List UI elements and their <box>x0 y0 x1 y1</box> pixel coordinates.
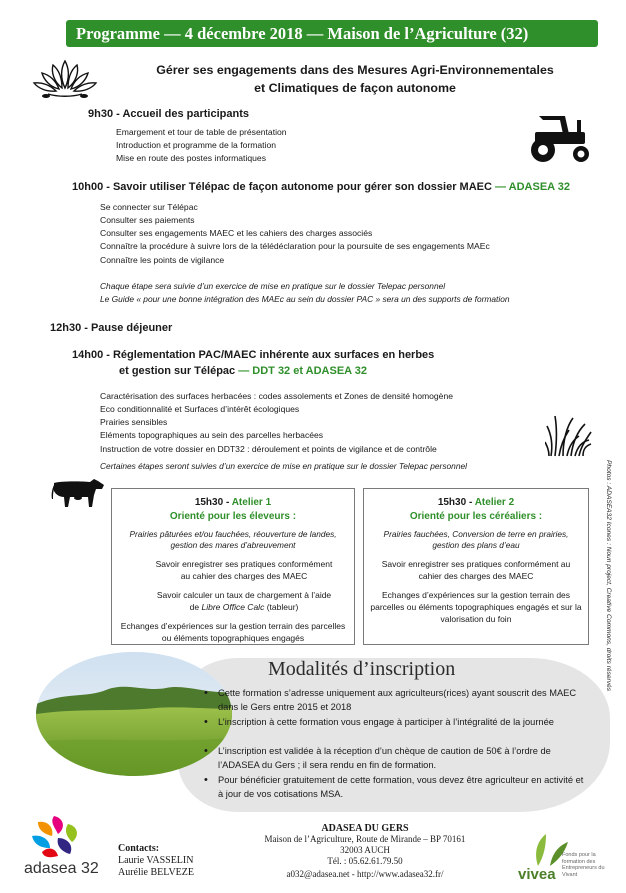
cow-icon <box>50 475 106 511</box>
photo-credits <box>600 460 614 710</box>
footer-address-line: Maison de l’Agriculture, Route de Mirande – BP 70161 <box>264 834 466 844</box>
note-text: Chaque étape sera suivie d’un exercice de mise en pratique sur le dossier Telepac personnel <box>100 281 446 291</box>
note-text: Certaines étapes seront suivies d’un exercice de mise en pratique sur le dossier Telepac personnel <box>100 461 467 471</box>
atelier-1-p2 <box>112 589 354 613</box>
list-item: Emargement et tour de table de présentation <box>116 127 287 137</box>
list-item: • Cette formation s’adresse uniquement aux agriculteurs(rices) ayant souscrit des MAEC dans le Gers entre 2015 et 2018 <box>218 687 590 714</box>
atelier-1-italic: Prairies pâturées et/ou fauchées, réouverture de landes, gestion des mares d’abreuvement <box>129 529 337 550</box>
atelier-2-heading <box>364 497 588 508</box>
list-item: Se connecter sur Télépac <box>100 202 198 212</box>
list-item: Connaître la procédure à suivre lors de la télédéclaration pour la poursuite de ses engagements MAEc <box>100 241 490 251</box>
programme-banner <box>66 20 598 47</box>
footer-address <box>250 823 480 880</box>
section-telepac-heading <box>72 181 570 193</box>
adasea-logo-text: adasea 32 <box>24 860 99 877</box>
list-item: Consulter ses engagements MAEC et les cahiers des charges associés <box>100 228 373 238</box>
atelier-1-name: Atelier 1 <box>231 497 272 508</box>
list-item: Caractérisation des surfaces herbacées : codes assolements et Zones de densité homogène <box>100 391 454 401</box>
vivea-tagline: Fonds pour la formation des Entrepreneurs du Vivant <box>562 852 605 878</box>
list-item: Eléments topographiques au sein des parcelles herbacées <box>100 430 324 440</box>
atelier-2-italic: Prairies fauchées, Conversion de terre en prairies, gestion des plans d’eau <box>383 529 569 550</box>
list-item: Introduction et programme de la formation <box>116 140 277 150</box>
list-item: Eco conditionnalité et Surfaces d’intérêt écologiques <box>100 404 300 414</box>
vivea-logo-text: vivea <box>518 866 556 883</box>
section-pac-org: — DDT 32 et ADASEA 32 <box>238 365 367 377</box>
list-item: Prairies sensibles <box>100 417 168 427</box>
list-item: Mise en route des postes informatiques <box>116 153 266 163</box>
atelier-2-box <box>363 488 589 645</box>
section-pause-heading: 12h30 - Pause déjeuner <box>50 322 173 334</box>
footer-org: ADASEA DU GERS <box>321 823 409 834</box>
contacts-block <box>118 843 194 879</box>
atelier-1-p3: Echanges d’expériences sur la gestion terrain des parcelles ou éléments topographiques engagés <box>120 621 346 643</box>
title-line-1: Gérer ses engagements dans des Mesures Agri-Environnementales <box>156 63 554 77</box>
photo-credits-text: Photos : ADASEA32 Icones : Noun project, Creative Commons, droits réservés <box>605 460 612 692</box>
atelier-1-time: 15h30 - <box>194 497 230 508</box>
section-accueil-heading: 9h30 - Accueil des participants <box>88 108 249 120</box>
atelier-1-p1: Savoir enregistrer ses pratiques conformément au cahier des charges des MAEC <box>155 559 333 581</box>
atelier-2-name: Atelier 2 <box>474 497 515 508</box>
atelier-1-p2-software: Libre Office Calc <box>201 602 265 612</box>
note-text: Le Guide « pour une bonne intégration des MAEc au sein du dossier PAC » sera un des supports de formation <box>100 294 510 304</box>
footer-city: 32003 AUCH <box>340 845 390 855</box>
atelier-1-p2-a: Savoir calculer un taux de chargement à l’aide de <box>156 590 332 612</box>
grass-icon <box>545 410 593 458</box>
tractor-icon <box>525 112 595 164</box>
list-item: Instruction de votre dossier en DDT32 : déroulement et points de vigilance et de contrôle <box>100 444 437 454</box>
contact-person: Laurie VASSELIN <box>118 855 194 866</box>
atelier-1-heading <box>112 497 354 508</box>
lotus-icon <box>28 58 102 100</box>
footer-tel: Tél. : 05.62.61.79.50 <box>327 856 403 866</box>
list-item: Connaître les points de vigilance <box>100 255 225 265</box>
atelier-2-subtitle: Orienté pour les céréaliers : <box>409 511 543 522</box>
atelier-2-p2: Echanges d’expériences sur la gestion terrain des parcelles ou éléments topographiques engagés et sur la valorisation du foin <box>370 590 582 624</box>
contact-person: Aurélie BELVEZE <box>118 867 195 878</box>
contacts-label: Contacts: <box>118 843 160 854</box>
list-item: Consulter ses paiements <box>100 215 195 225</box>
section-pac-heading-1: 14h00 - Réglementation PAC/MAEC inhérente aux surfaces en herbes <box>72 349 435 361</box>
programme-title: Programme — 4 décembre 2018 — Maison de l’Agriculture (32) <box>76 24 529 43</box>
atelier-1-box <box>111 488 355 645</box>
landscape-photo <box>36 652 232 776</box>
atelier-1-subtitle: Orienté pour les éleveurs : <box>169 511 297 522</box>
modalites-title: Modalités d’inscription <box>268 658 456 680</box>
document-title <box>120 61 590 97</box>
list-item: • Pour bénéficier gratuitement de cette formation, vous devez être agriculteur en activité et à jour de vos cotisations MSA. <box>218 774 590 801</box>
list-item: • L’inscription est validée à la réception d’un chèque de caution de 50€ à l’ordre de l’ADASEA du Gers ; il sera rendu en fin de formation. <box>218 745 590 772</box>
section-telepac-org: — ADASEA 32 <box>495 181 570 193</box>
atelier-2-time: 15h30 - <box>437 497 473 508</box>
list-item: • L’inscription à cette formation vous engage à participer à l’intégralité de la journée <box>218 716 590 730</box>
adasea-logo-icon <box>24 812 84 862</box>
footer-contact-link[interactable]: a032@adasea.net - http://www.adasea32.fr/ <box>286 869 444 879</box>
atelier-1-p2-c: (tableur) <box>266 602 299 612</box>
title-line-2: et Climatiques de façon autonome <box>254 81 456 95</box>
section-telepac-title: 10h00 - Savoir utiliser Télépac de façon autonome pour gérer son dossier MAEC <box>72 181 492 193</box>
section-pac-heading-2 <box>119 365 367 377</box>
atelier-2-p1: Savoir enregistrer ses pratiques conformément au cahier des charges des MAEC <box>381 559 571 581</box>
section-pac-title: et gestion sur Télépac <box>119 365 236 377</box>
